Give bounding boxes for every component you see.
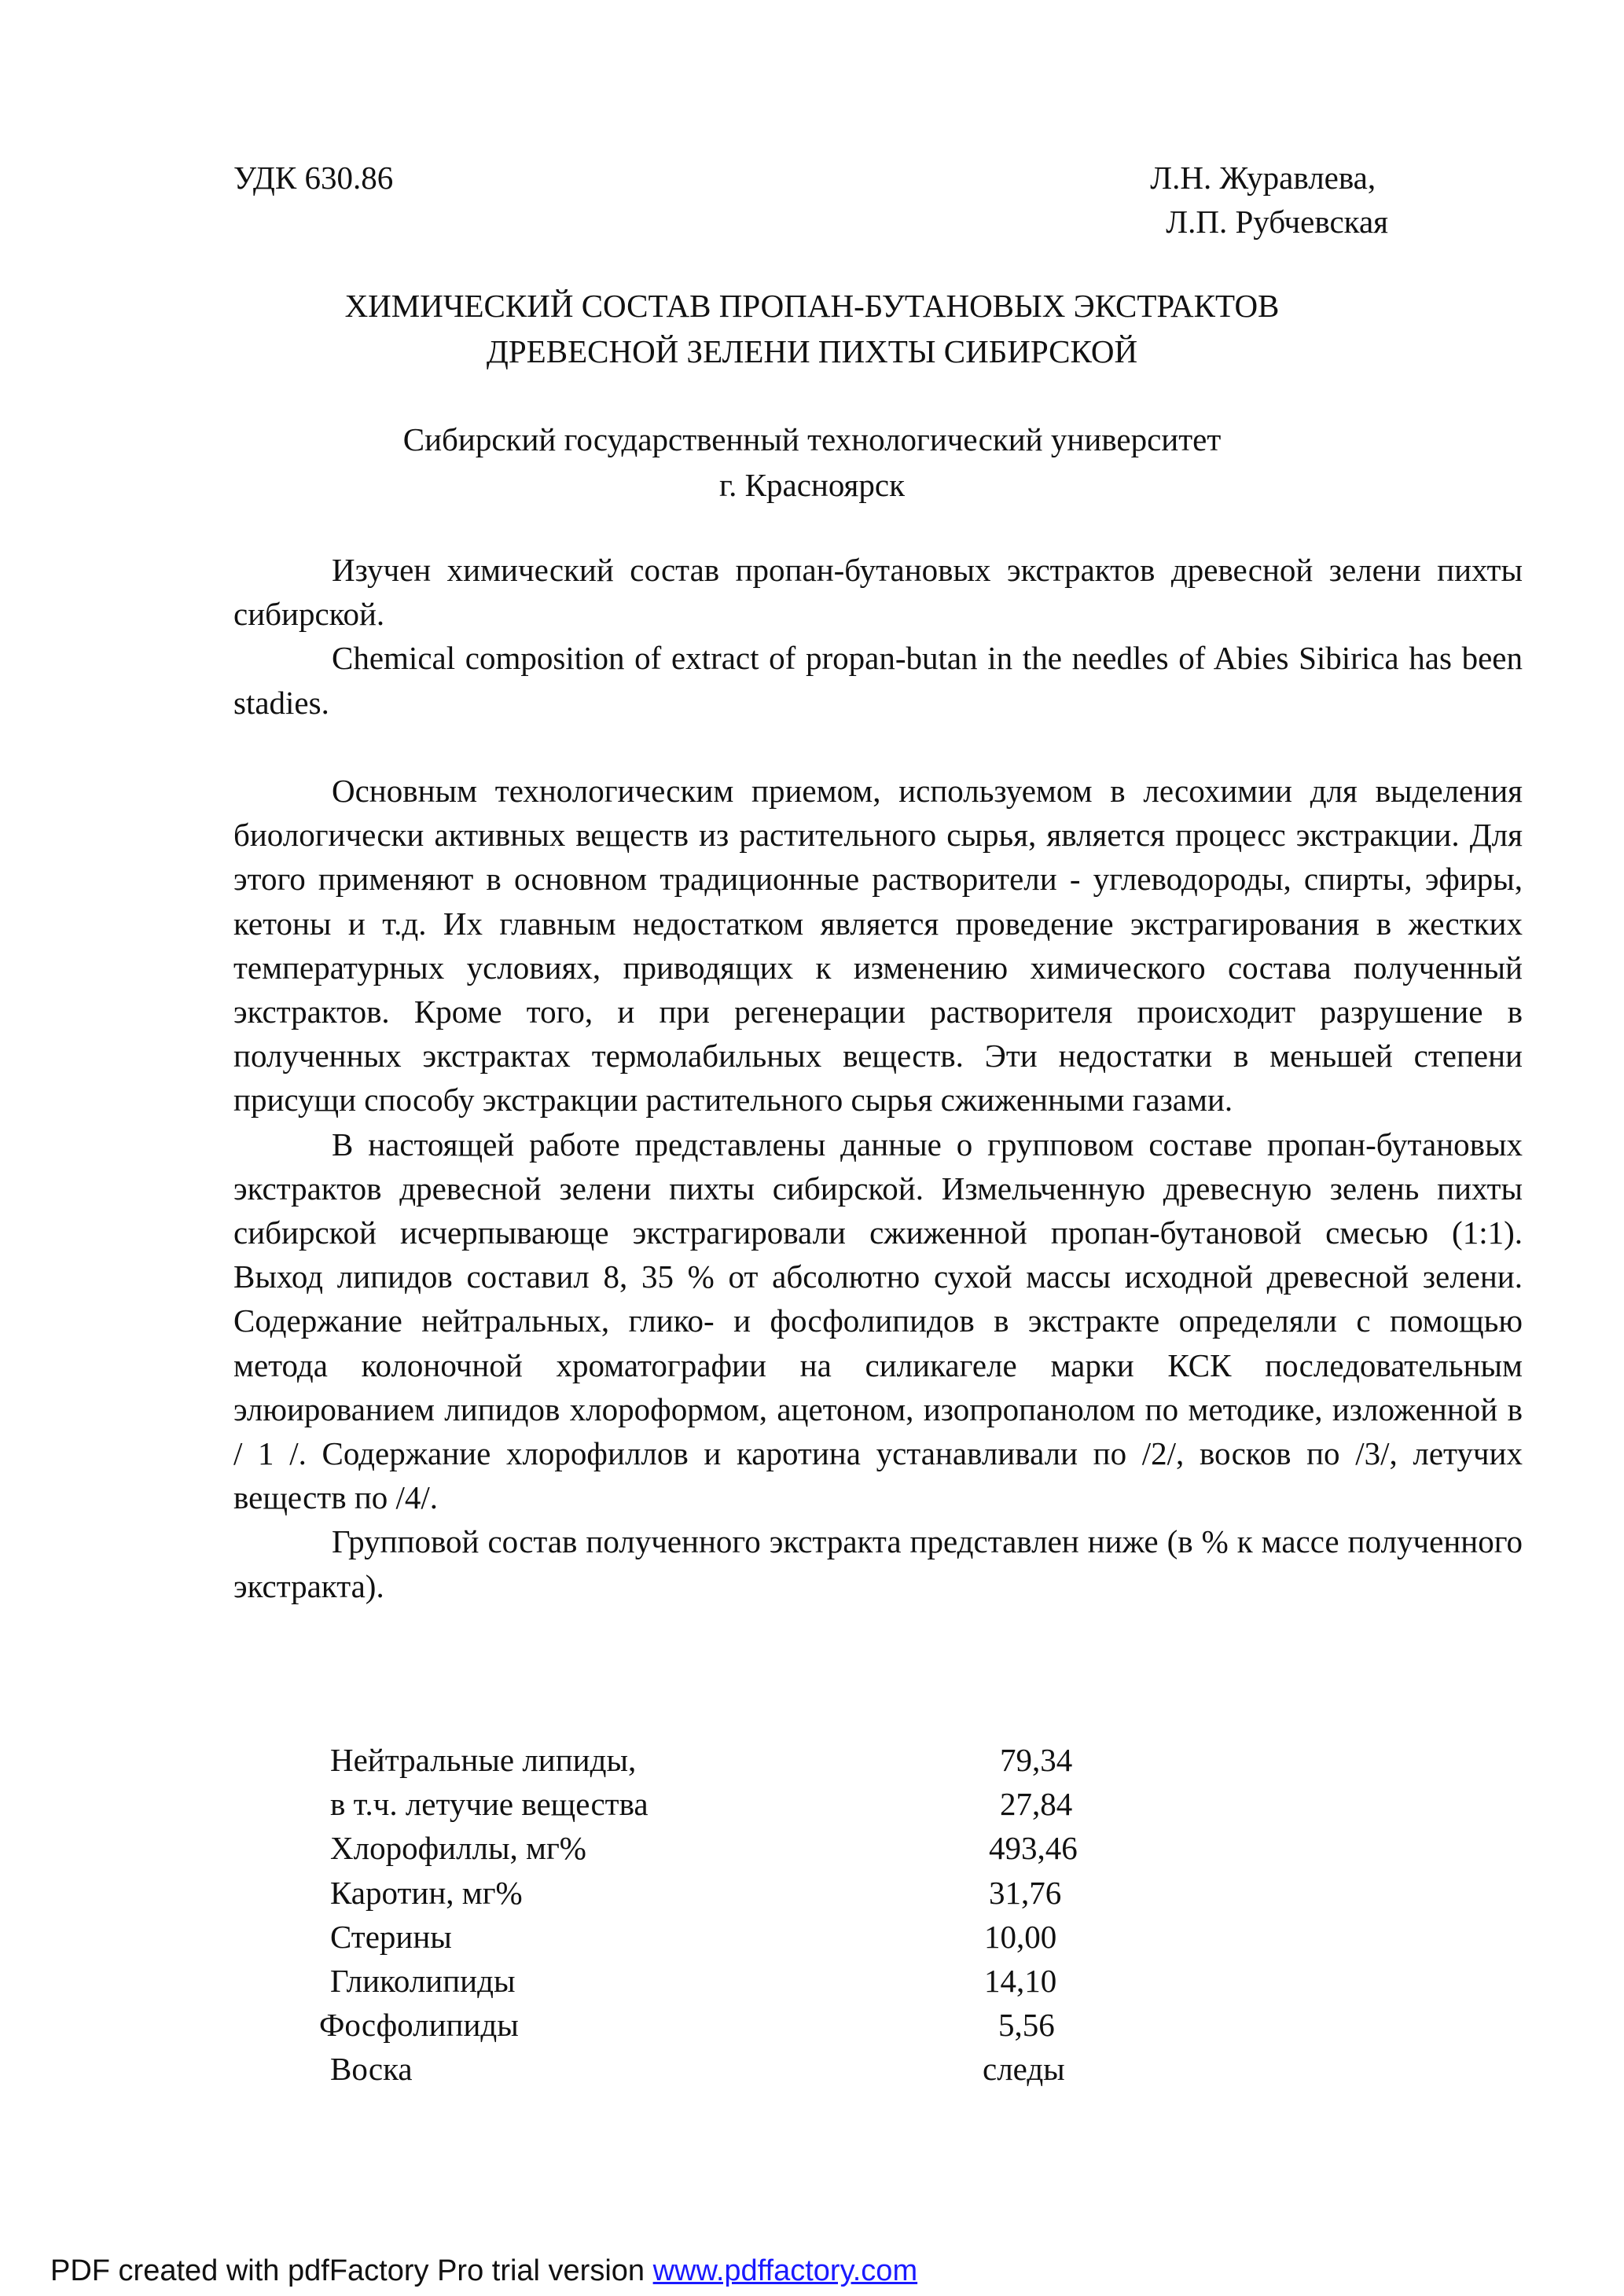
composition-row	[330, 1826, 1195, 1870]
composition-label: Фосфолипиды	[319, 2007, 519, 2044]
composition-value: 10,00	[984, 1918, 1057, 1955]
composition-value: следы	[983, 2051, 1065, 2088]
affiliation-line-1: Сибирский государственный технологический университет	[402, 421, 1222, 457]
composition-value: 79,34	[1000, 1742, 1073, 1778]
composition-row	[330, 2047, 1195, 2091]
composition-label: Гликолипиды	[330, 1962, 516, 1999]
paragraph-3: Групповой состав полученного экстракта представлен ниже (в % к массе полученного экстракта).	[233, 1523, 1523, 1604]
footer-text: PDF created with pdfFactory Pro trial version	[50, 2254, 653, 2287]
composition-label: Каротин, мг%	[330, 1874, 523, 1911]
paper-title	[0, 283, 1624, 374]
pdf-watermark-footer	[50, 2254, 917, 2288]
affiliation	[0, 417, 1624, 508]
abstract-en: Chemical composition of extract of propan-butan in the needles of Abies Sibirica has been stadies.	[233, 640, 1523, 721]
title-line-2: ДРЕВЕСНОЙ ЗЕЛЕНИ ПИХТЫ СИБИРСКОЙ	[486, 333, 1138, 369]
footer-link[interactable]: www.pdffactory.com	[652, 2254, 918, 2287]
paragraph-2: В настоящей работе представлены данные о групповом составе пропан-бутановых экстрактов древесной зелени пихты сибирской. Измельченную древесную зелень пихты сибирской исчерпывающе экстрагировали сжиженной пропан-бутановой смесью (1:1). Выход липидов составил 8, 35 % от абсолютно сухой массы исходной древесной зелени. Содержание нейтральных, глико- и фосфолипидов в экстракте определяли с помощью метода колоночной хроматографии на силикагеле марки КСК последовательным элюированием липидов хлороформом, ацетоном, изопропанолом по методике, изложенной в / 1 /. Содержание хлорофиллов и каротина устанавливали по /2/, восков по /3/, летучих веществ по /4/.	[233, 1126, 1523, 1516]
composition-label: Нейтральные липиды,	[330, 1742, 637, 1778]
abstract-ru: Изучен химический состав пропан-бутановых экстрактов древесной зелени пихты сибирской.	[233, 552, 1523, 633]
affiliation-line-2: г. Красноярск	[718, 467, 906, 503]
composition-list	[319, 1738, 1195, 2092]
paragraph-1: Основным технологическим приемом, используемом в лесохимии для выделения биологически активных веществ из растительного сырья, является процесс экстракции. Для этого применяют в основном традиционные растворители - углеводороды, спирты, эфиры, кетоны и т.д. Их главным недостатком является проведение экстрагирования в жестких температурных условиях, приводящих к изменению химического состава полученный экстрактов. Кроме того, и при регенерации растворителя происходит разрушение в полученных экстрактах термолабильных веществ. Эти недостатки в меньшей степени присущи способу экстракции растительного сырья сжиженными газами.	[233, 773, 1523, 1119]
composition-row	[330, 1782, 1195, 1826]
composition-value: 5,56	[998, 2007, 1055, 2044]
composition-value: 27,84	[1000, 1786, 1073, 1823]
composition-value: 14,10	[984, 1962, 1057, 1999]
composition-value: 31,76	[989, 1874, 1062, 1911]
author-2: Л.П. Рубчевская	[1166, 204, 1388, 240]
author-1: Л.Н. Журавлева,	[1150, 160, 1376, 196]
authors	[1150, 156, 1388, 244]
title-line-1: ХИМИЧЕСКИЙ СОСТАВ ПРОПАН-БУТАНОВЫХ ЭКСТРАКТОВ	[344, 288, 1280, 324]
composition-row	[330, 1871, 1195, 1915]
composition-row	[330, 1738, 1195, 1782]
composition-row	[330, 1915, 1195, 1959]
composition-label: в т.ч. летучие вещества	[330, 1786, 648, 1823]
composition-row	[330, 1959, 1195, 2003]
composition-label: Воска	[330, 2051, 413, 2088]
composition-row	[319, 2003, 1195, 2047]
main-text	[233, 769, 1523, 1608]
composition-value: 493,46	[989, 1830, 1078, 1867]
udk-code: УДК 630.86	[233, 160, 394, 196]
abstract	[233, 548, 1523, 725]
composition-label: Стерины	[330, 1918, 452, 1955]
composition-label: Хлорофиллы, мг%	[330, 1830, 586, 1867]
